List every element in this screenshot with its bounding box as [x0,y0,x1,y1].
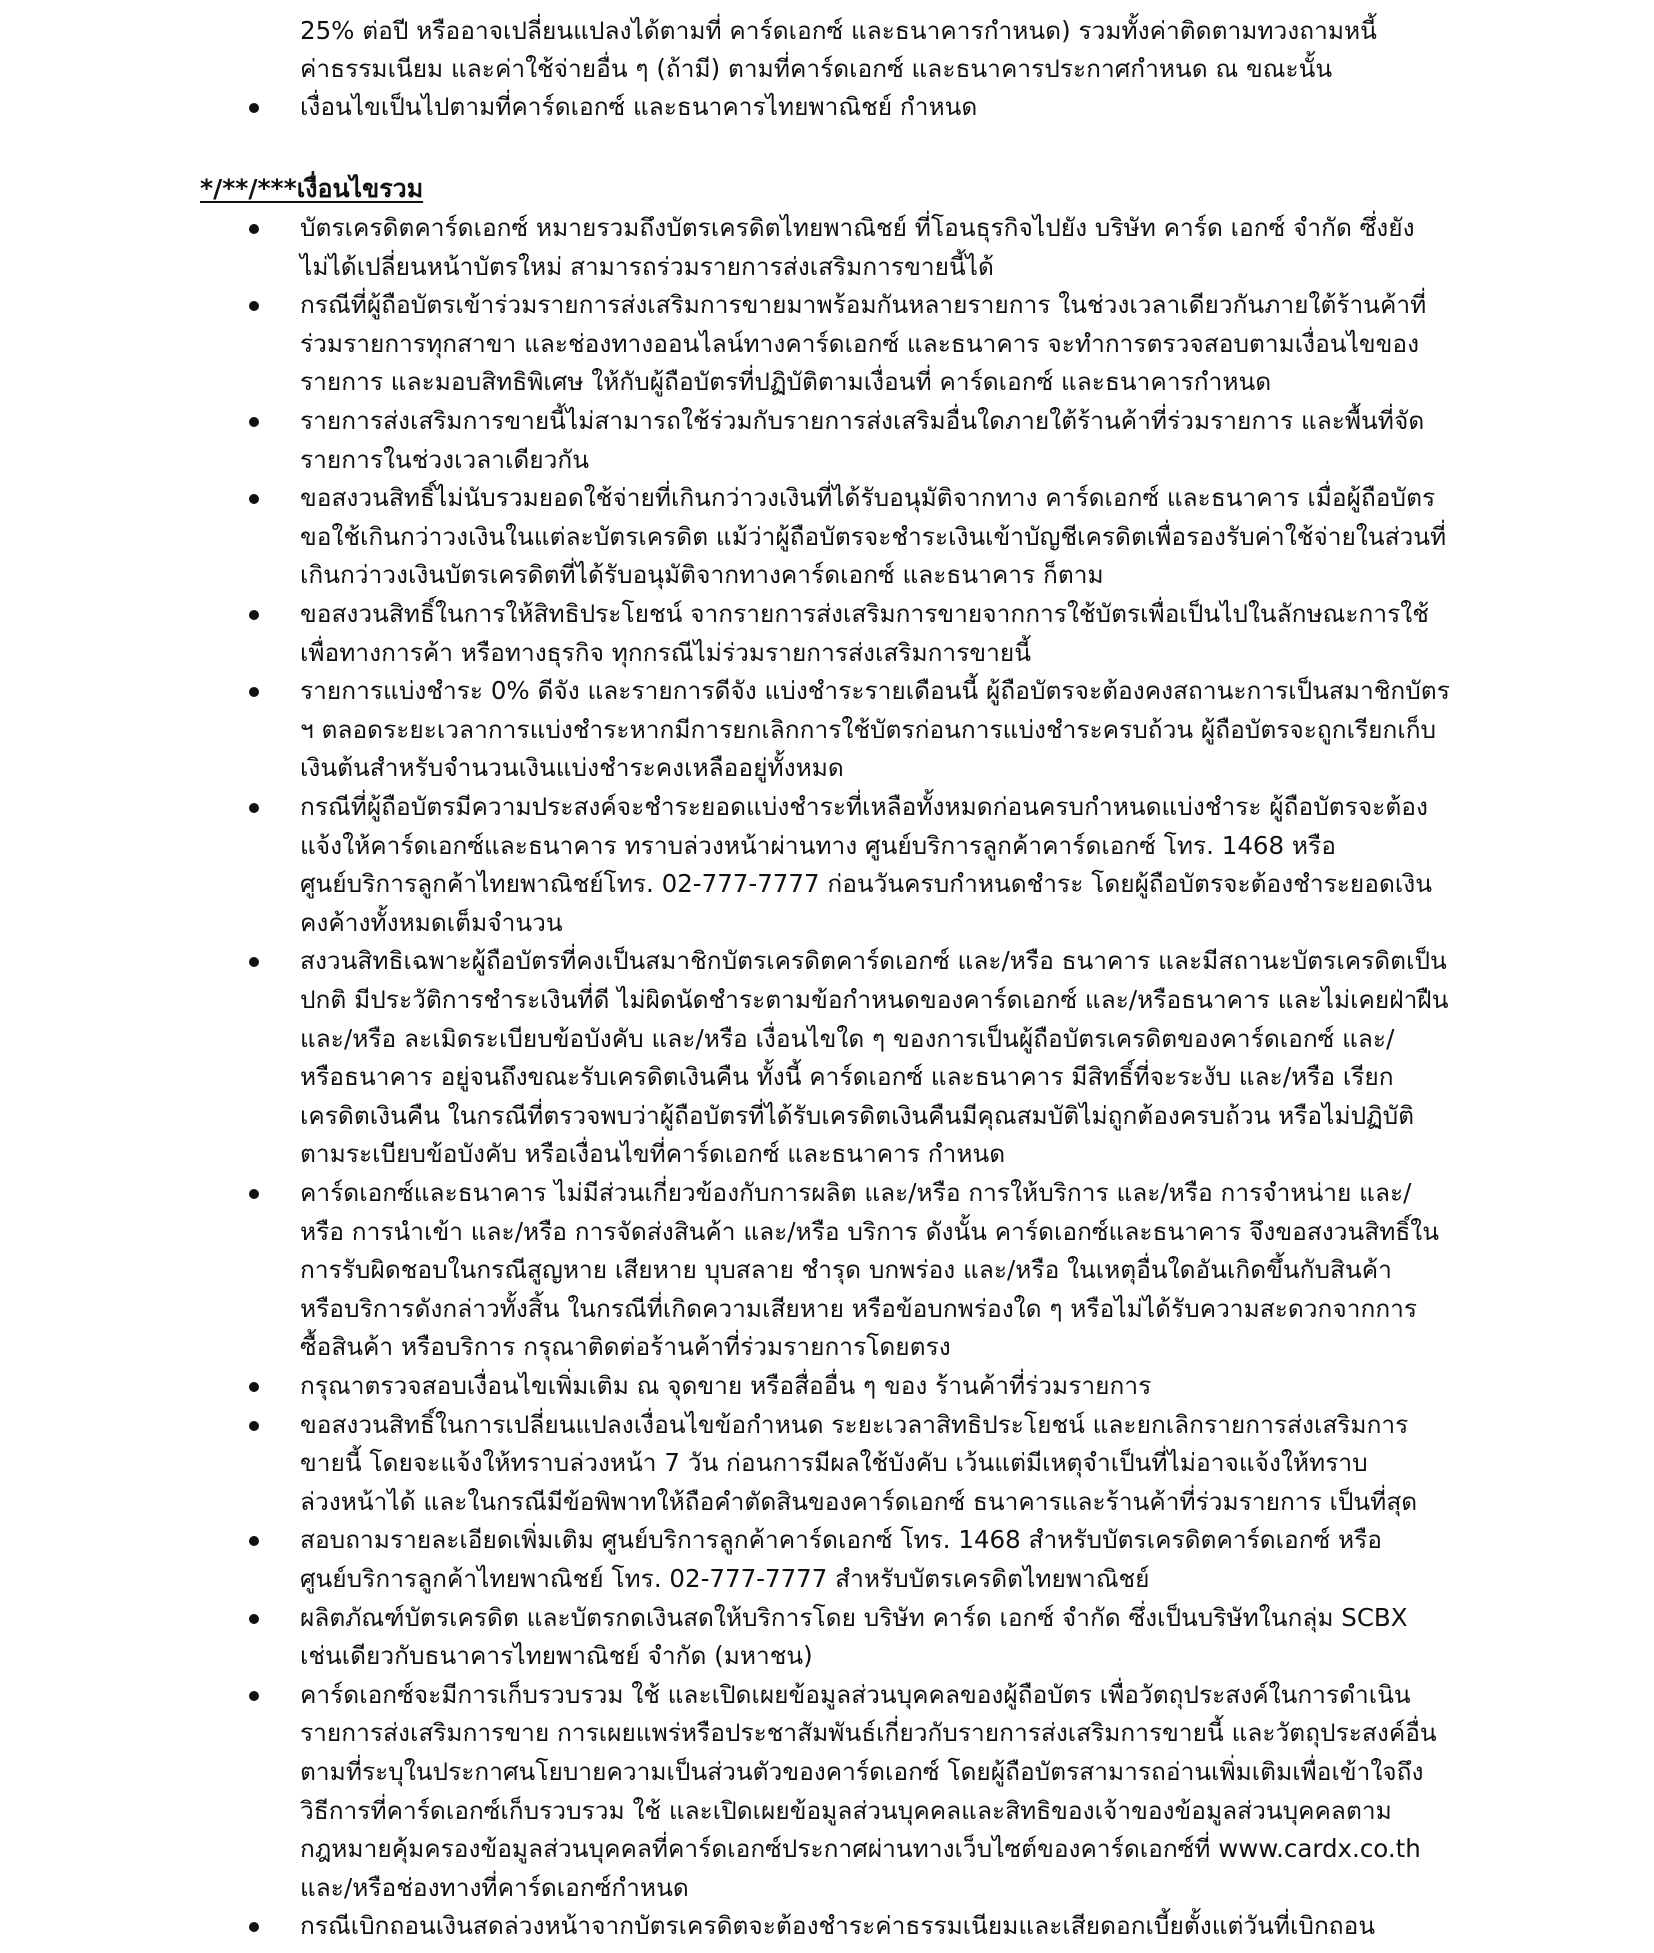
section-heading: */**/***เงื่อนไขรวม [200,174,424,203]
line-text: เงินต้นสำหรับจำนวนเงินแบ่งชำระคงเหลืออยู่ทั้งหมด [300,753,844,782]
bullet-icon [249,687,259,697]
line-text: กรณีที่ผู้ถือบัตรเข้าร่วมรายการส่งเสริมการขายมาพร้อมกันหลายรายการ ในช่วงเวลาเดียวกันภายใต้ร้านค้าที่ [300,290,1427,319]
line-text: ผลิตภัณฑ์บัตรเครดิต และบัตรกดเงินสดให้บริการโดย บริษัท คาร์ด เอกซ์ จำกัด ซึ่งเป็นบริษัทในกลุ่ม SCBX [300,1603,1408,1632]
bullet-icon [249,1614,259,1624]
bullet-icon [249,1536,259,1546]
bullet-icon [249,224,259,234]
line-text: เงื่อนไขเป็นไปตามที่คาร์ดเอกซ์ และธนาคารไทยพาณิชย์ กำหนด [300,92,978,121]
line-text: 25% ต่อปี หรืออาจเปลี่ยนแปลงได้ตามที่ คาร์ดเอกซ์ และธนาคารกำหนด) รวมทั้งค่าติดตามทวงถามหนี้ [300,16,1377,45]
line-text: ตามที่ระบุในประกาศนโยบายความเป็นส่วนตัวของคาร์ดเอกซ์ โดยผู้ถือบัตรสามารถอ่านเพิ่มเติมเพื่อเข้าใจถึง [300,1757,1424,1786]
line-text: เกินกว่าวงเงินบัตรเครดิตที่ได้รับอนุมัติจากทางคาร์ดเอกซ์ และธนาคาร ก็ตาม [300,560,1104,589]
line-text: ค่าธรรมเนียม และค่าใช้จ่ายอื่น ๆ (ถ้ามี) ตามที่คาร์ดเอกซ์ และธนาคารประกาศกำหนด ณ ขณะนั้น [300,54,1333,83]
line-text: เช่นเดียวกับธนาคารไทยพาณิชย์ จำกัด (มหาชน) [300,1641,813,1670]
line-text: รายการ และมอบสิทธิพิเศษ ให้กับผู้ถือบัตรที่ปฏิบัติตามเงื่อนที่ คาร์ดเอกซ์ และธนาคารกำหนด [300,367,1272,396]
line-text: หรือบริการดังกล่าวทั้งสิ้น ในกรณีที่เกิดความเสียหาย หรือข้อบกพร่องใด ๆ หรือไม่ได้รับความสะดวกจากการ [300,1294,1418,1323]
line-text: แจ้งให้คาร์ดเอกซ์และธนาคาร ทราบล่วงหน้าผ่านทาง ศูนย์บริการลูกค้าคาร์ดเอกซ์ โทร. 1468 หรือ [300,831,1336,860]
line-text: ปกติ มีประวัติการชำระเงินที่ดี ไม่ผิดนัดชำระตามข้อกำหนดของคาร์ดเอกซ์ และ/หรือธนาคาร และไม่เคยฝ่าฝืน [300,985,1449,1014]
line-text: คาร์ดเอกซ์จะมีการเก็บรวบรวม ใช้ และเปิดเผยข้อมูลส่วนบุคคลของผู้ถือบัตร เพื่อวัตถุประสงค์ในการดำเนิน [300,1680,1411,1709]
bullet-icon [249,1189,259,1199]
line-text: ซื้อสินค้า หรือบริการ กรุณาติดต่อร้านค้าที่ร่วมรายการโดยตรง [300,1332,951,1361]
line-text: ฯ ตลอดระยะเวลาการแบ่งชำระหากมีการยกเลิกการใช้บัตรก่อนการแบ่งชำระครบถ้วน ผู้ถือบัตรจะถูกเรียกเก็บ [300,715,1437,744]
line-text: กฎหมายคุ้มครองข้อมูลส่วนบุคคลที่คาร์ดเอกซ์ประกาศผ่านทางเว็บไซต์ของคาร์ดเอกซ์ที่ www.cardx.co.th [300,1834,1421,1863]
line-text: ตามระเบียบข้อบังคับ หรือเงื่อนไขที่คาร์ดเอกซ์ และธนาคาร กำหนด [300,1139,1006,1168]
line-text: ร่วมรายการทุกสาขา และช่องทางออนไลน์ทางคาร์ดเอกซ์ และธนาคาร จะทำการตรวจสอบตามเงื่อนไขของ [300,329,1420,358]
bullet-icon [249,803,259,813]
line-text: ขายนี้ โดยจะแจ้งให้ทราบล่วงหน้า 7 วัน ก่อนการมีผลใช้บังคับ เว้นแต่มีเหตุจำเป็นที่ไม่อาจแจ้งให้ทราบ [300,1448,1368,1477]
line-text: ล่วงหน้าได้ และในกรณีมีข้อพิพาทให้ถือคำตัดสินของคาร์ดเอกซ์ ธนาคารและร้านค้าที่ร่วมรายการ เป็นที่สุด [300,1487,1418,1516]
line-text: ขอสงวนสิทธิ์ไม่นับรวมยอดใช้จ่ายที่เกินกว่าวงเงินที่ได้รับอนุมัติจากทาง คาร์ดเอกซ์ และธนาคาร เมื่อผู้ถือบัตร [300,483,1436,512]
bullet-icon [249,417,259,427]
bullet-icon [249,301,259,311]
line-text: เพื่อทางการค้า หรือทางธุรกิจ ทุกกรณีไม่ร่วมรายการส่งเสริมการขายนี้ [300,638,1031,667]
line-text: รายการส่งเสริมการขาย การเผยแพร่หรือประชาสัมพันธ์เกี่ยวกับรายการส่งเสริมการขายนี้ และวัตถุประสงค์อื่น [300,1718,1437,1747]
line-text: กรณีที่ผู้ถือบัตรมีความประสงค์จะชำระยอดแบ่งชำระที่เหลือทั้งหมดก่อนครบกำหนดแบ่งชำระ ผู้ถือบัตรจะต้อง [300,792,1428,821]
bullet-icon [249,957,259,967]
bullet-icon [249,1922,259,1932]
line-text: และ/หรือ ละเมิดระเบียบข้อบังคับ และ/หรือ เงื่อนไขใด ๆ ของการเป็นผู้ถือบัตรเครดิตของคาร์ดเอกซ์ และ/ [300,1024,1395,1053]
line-text: ขอสงวนสิทธิ์ในการเปลี่ยนแปลงเงื่อนไขข้อกำหนด ระยะเวลาสิทธิประโยชน์ และยกเลิกรายการส่งเสริมการ [300,1410,1409,1439]
line-text: กรุณาตรวจสอบเงื่อนไขเพิ่มเติม ณ จุดขาย หรือสื่ออื่น ๆ ของ ร้านค้าที่ร่วมรายการ [300,1371,1152,1400]
line-text: สอบถามรายละเอียดเพิ่มเติม ศูนย์บริการลูกค้าคาร์ดเอกซ์ โทร. 1468 สำหรับบัตรเครดิตคาร์ดเอกซ์ หรือ [300,1525,1383,1554]
line-text: เครดิตเงินคืน ในกรณีที่ตรวจพบว่าผู้ถือบัตรที่ได้รับเครดิตเงินคืนมีคุณสมบัติไม่ถูกต้องครบถ้วน หรือไม่ปฏิบัติ [300,1101,1415,1130]
line-text: บัตรเครดิตคาร์ดเอกซ์ หมายรวมถึงบัตรเครดิตไทยพาณิชย์ ที่โอนธุรกิจไปยัง บริษัท คาร์ด เอกซ์ จำกัด ซึ่งยัง [300,213,1415,242]
line-text: การรับผิดชอบในกรณีสูญหาย เสียหาย บุบสลาย ชำรุด บกพร่อง และ/หรือ ในเหตุอื่นใดอันเกิดขึ้นกับสินค้า [300,1255,1392,1284]
bullet-icon [249,610,259,620]
bullet-icon [249,1691,259,1701]
line-text: รายการในช่วงเวลาเดียวกัน [300,445,589,474]
line-text: คาร์ดเอกซ์และธนาคาร ไม่มีส่วนเกี่ยวข้องกับการผลิต และ/หรือ การให้บริการ และ/หรือ การจำหน่าย และ/ [300,1178,1412,1207]
line-text: รายการส่งเสริมการขายนี้ไม่สามารถใช้ร่วมกับรายการส่งเสริมอื่นใดภายใต้ร้านค้าที่ร่วมรายการ และพื้นที่จัด [300,406,1425,435]
bullet-icon [249,103,259,113]
line-text: หรือธนาคาร อยู่จนถึงขณะรับเครดิตเงินคืน ทั้งนี้ คาร์ดเอกซ์ และธนาคาร มีสิทธิ์ที่จะระงับ และ/หรือ เรียก [300,1062,1394,1091]
line-text: หรือ การนำเข้า และ/หรือ การจัดส่งสินค้า และ/หรือ บริการ ดังนั้น คาร์ดเอกซ์และธนาคาร จึงขอสงวนสิทธิ์ใน [300,1217,1440,1246]
line-text: ไม่ได้เปลี่ยนหน้าบัตรใหม่ สามารถร่วมรายการส่งเสริมการขายนี้ได้ [300,252,994,281]
line-text: ขอใช้เกินกว่าวงเงินในแต่ละบัตรเครดิต แม้ว่าผู้ถือบัตรจะชำระเงินเข้าบัญชีเครดิตเพื่อรองรับค่าใช้จ่ายในส่วนที่ [300,522,1447,551]
bullet-icon [249,1382,259,1392]
bullet-icon [249,1421,259,1431]
line-text: สงวนสิทธิเฉพาะผู้ถือบัตรที่คงเป็นสมาชิกบัตรเครดิตคาร์ดเอกซ์ และ/หรือ ธนาคาร และมีสถานะบัตรเครดิตเป็น [300,946,1447,975]
line-text: และ/หรือช่องทางที่คาร์ดเอกซ์กำหนด [300,1873,689,1902]
line-text: กรณีเบิกถอนเงินสดล่วงหน้าจากบัตรเครดิตจะต้องชำระค่าธรรมเนียมและเสียดอกเบี้ยตั้งแต่วันที่เบิกถอน [300,1911,1376,1940]
line-text: ศูนย์บริการลูกค้าไทยพาณิชย์ โทร. 02-777-7777 สำหรับบัตรเครดิตไทยพาณิชย์ [300,1564,1150,1593]
line-text: ขอสงวนสิทธิ์ในการให้สิทธิประโยชน์ จากรายการส่งเสริมการขายจากการใช้บัตรเพื่อเป็นไปในลักษณะการใช้ [300,599,1429,628]
bullet-icon [249,494,259,504]
line-text: คงค้างทั้งหมดเต็มจำนวน [300,908,563,937]
line-text: วิธีการที่คาร์ดเอกซ์เก็บรวบรวม ใช้ และเปิดเผยข้อมูลส่วนบุคคลและสิทธิของเจ้าของข้อมูลส่วนบุคคลตาม [300,1796,1392,1825]
line-text: ศูนย์บริการลูกค้าไทยพาณิชย์โทร. 02-777-7777 ก่อนวันครบกำหนดชำระ โดยผู้ถือบัตรจะต้องชำระยอดเงิน [300,869,1432,898]
line-text: รายการแบ่งชำระ 0% ดีจัง และรายการดีจัง แบ่งชำระรายเดือนนี้ ผู้ถือบัตรจะต้องคงสถานะการเป็นสมาชิกบัตร [300,676,1450,705]
